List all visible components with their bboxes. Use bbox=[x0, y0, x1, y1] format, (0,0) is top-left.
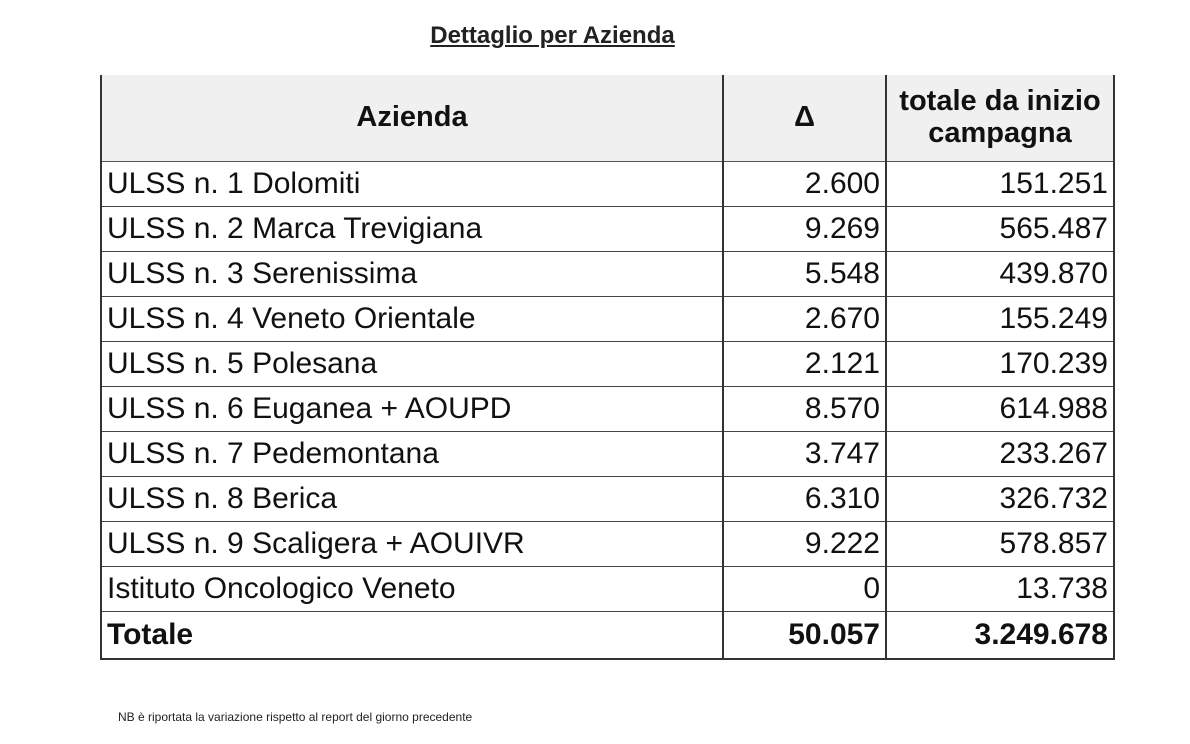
table-row bbox=[101, 477, 1114, 522]
table-row bbox=[101, 567, 1114, 612]
cell-totale: 326.732 bbox=[886, 477, 1114, 522]
cell-totale: 439.870 bbox=[886, 252, 1114, 297]
header-azienda: Azienda bbox=[101, 75, 723, 162]
cell-delta: 9.269 bbox=[723, 207, 886, 252]
total-delta: 50.057 bbox=[723, 612, 886, 660]
cell-totale: 151.251 bbox=[886, 162, 1114, 207]
cell-azienda: ULSS n. 5 Polesana bbox=[101, 342, 723, 387]
cell-azienda: ULSS n. 3 Serenissima bbox=[101, 252, 723, 297]
cell-totale: 578.857 bbox=[886, 522, 1114, 567]
table-row bbox=[101, 387, 1114, 432]
table-row bbox=[101, 342, 1114, 387]
cell-azienda: ULSS n. 6 Euganea + AOUPD bbox=[101, 387, 723, 432]
header-totale-line1: totale da inizio bbox=[899, 85, 1101, 118]
cell-delta: 5.548 bbox=[723, 252, 886, 297]
header-delta: Δ bbox=[723, 75, 886, 162]
table-row bbox=[101, 252, 1114, 297]
cell-delta: 2.600 bbox=[723, 162, 886, 207]
footnote: NB è riportata la variazione rispetto al report del giorno precedente bbox=[118, 710, 473, 724]
cell-azienda: ULSS n. 9 Scaligera + AOUIVR bbox=[101, 522, 723, 567]
total-row bbox=[101, 612, 1114, 660]
table-row bbox=[101, 432, 1114, 477]
table-header-row bbox=[101, 75, 1114, 162]
cell-delta: 2.121 bbox=[723, 342, 886, 387]
cell-azienda: ULSS n. 8 Berica bbox=[101, 477, 723, 522]
total-label: Totale bbox=[101, 612, 723, 660]
cell-delta: 2.670 bbox=[723, 297, 886, 342]
cell-azienda: ULSS n. 1 Dolomiti bbox=[101, 162, 723, 207]
cell-delta: 0 bbox=[723, 567, 886, 612]
cell-totale: 155.249 bbox=[886, 297, 1114, 342]
total-totale: 3.249.678 bbox=[886, 612, 1114, 660]
cell-delta: 8.570 bbox=[723, 387, 886, 432]
cell-totale: 13.738 bbox=[886, 567, 1114, 612]
cell-delta: 9.222 bbox=[723, 522, 886, 567]
cell-totale: 170.239 bbox=[886, 342, 1114, 387]
azienda-table bbox=[100, 75, 1115, 660]
cell-azienda: ULSS n. 4 Veneto Orientale bbox=[101, 297, 723, 342]
cell-totale: 565.487 bbox=[886, 207, 1114, 252]
report-title: Dettaglio per Azienda bbox=[430, 22, 675, 49]
table-row bbox=[101, 522, 1114, 567]
table-row bbox=[101, 162, 1114, 207]
header-totale bbox=[886, 75, 1114, 162]
cell-azienda: ULSS n. 7 Pedemontana bbox=[101, 432, 723, 477]
cell-totale: 614.988 bbox=[886, 387, 1114, 432]
cell-delta: 3.747 bbox=[723, 432, 886, 477]
cell-azienda: ULSS n. 2 Marca Trevigiana bbox=[101, 207, 723, 252]
header-totale-line2: campagna bbox=[928, 117, 1072, 149]
table-row bbox=[101, 207, 1114, 252]
table-row bbox=[101, 297, 1114, 342]
cell-azienda: Istituto Oncologico Veneto bbox=[101, 567, 723, 612]
cell-totale: 233.267 bbox=[886, 432, 1114, 477]
cell-delta: 6.310 bbox=[723, 477, 886, 522]
